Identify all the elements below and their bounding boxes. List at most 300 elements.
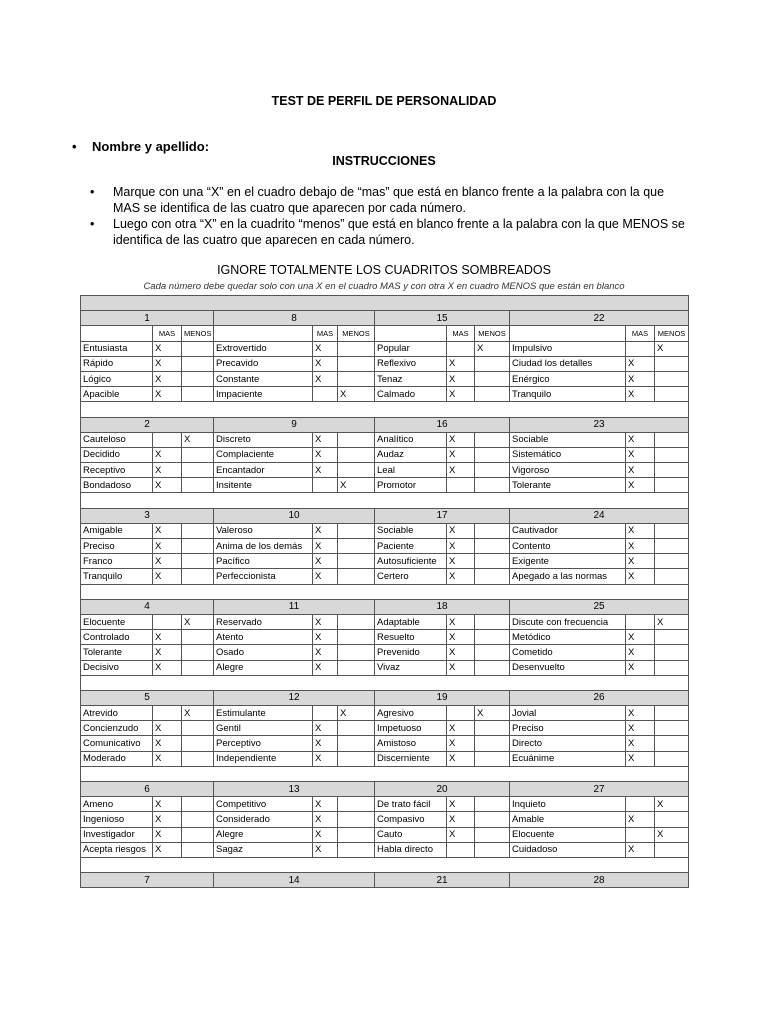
mas-checkbox[interactable] [626, 341, 655, 356]
group-number: 15 [375, 311, 510, 326]
menos-checkbox[interactable] [655, 356, 689, 371]
menos-checkbox[interactable] [338, 341, 375, 356]
mas-checkbox[interactable]: X [626, 478, 655, 493]
menos-checkbox[interactable] [655, 523, 689, 538]
word-cell: Extrovertido [214, 341, 313, 356]
mas-checkbox[interactable]: X [153, 356, 182, 371]
menos-checkbox[interactable] [655, 554, 689, 569]
menos-checkbox[interactable] [182, 827, 214, 842]
group-number: 6 [81, 782, 214, 797]
mas-checkbox[interactable] [626, 614, 655, 629]
group-number-row [81, 311, 689, 326]
word-cell: Encantador [214, 463, 313, 478]
word-cell: Certero [375, 569, 447, 584]
mas-checkbox[interactable]: X [313, 447, 338, 462]
mas-checkbox[interactable]: X [153, 387, 182, 402]
menos-checkbox[interactable] [182, 736, 214, 751]
form-subtitle: Cada número debe quedar solo con una X en el cuadro MAS y con otra X en cuadro MENOS que están en blanco [143, 281, 625, 292]
word-cell: Desenvuelto [510, 660, 626, 675]
mas-checkbox[interactable]: X [313, 630, 338, 645]
mas-checkbox[interactable]: X [447, 432, 475, 447]
menos-checkbox[interactable] [475, 812, 510, 827]
word-cell: Amable [510, 812, 626, 827]
word-cell: Sociable [375, 523, 447, 538]
mas-checkbox[interactable]: X [447, 539, 475, 554]
group-number: 28 [510, 873, 689, 888]
word-cell: Moderado [81, 751, 153, 766]
mas-checkbox[interactable]: X [313, 736, 338, 751]
mas-checkbox[interactable] [447, 341, 475, 356]
mas-checkbox[interactable]: X [447, 827, 475, 842]
mas-checkbox[interactable]: X [626, 645, 655, 660]
menos-checkbox[interactable] [338, 797, 375, 812]
word-row [81, 356, 689, 371]
word-cell: Compasivo [375, 812, 447, 827]
menos-checkbox[interactable] [475, 356, 510, 371]
mas-checkbox[interactable]: X [447, 630, 475, 645]
mas-checkbox[interactable]: X [447, 736, 475, 751]
word-cell: De trato fácil [375, 797, 447, 812]
menos-checkbox[interactable]: X [475, 706, 510, 721]
menos-checkbox[interactable] [475, 630, 510, 645]
mas-header: MAS [313, 326, 338, 341]
mas-checkbox[interactable]: X [626, 432, 655, 447]
menos-checkbox[interactable]: X [655, 341, 689, 356]
menos-checkbox[interactable]: X [182, 706, 214, 721]
mas-checkbox[interactable]: X [153, 630, 182, 645]
mas-checkbox[interactable]: X [153, 447, 182, 462]
mas-checkbox[interactable]: X [626, 523, 655, 538]
mas-checkbox[interactable]: X [313, 432, 338, 447]
blank-spacer-row [81, 766, 689, 781]
mas-checkbox[interactable]: X [447, 371, 475, 386]
menos-checkbox[interactable] [338, 463, 375, 478]
menos-checkbox[interactable]: X [338, 387, 375, 402]
group-number: 1 [81, 311, 214, 326]
word-cell: Lógico [81, 371, 153, 386]
menos-checkbox[interactable] [475, 371, 510, 386]
mas-checkbox[interactable] [313, 478, 338, 493]
menos-checkbox[interactable] [182, 645, 214, 660]
menos-checkbox[interactable]: X [338, 478, 375, 493]
mas-checkbox[interactable]: X [153, 797, 182, 812]
menos-checkbox[interactable] [182, 447, 214, 462]
word-row [81, 827, 689, 842]
group-number: 5 [81, 690, 214, 705]
group-number-row [81, 782, 689, 797]
mas-checkbox[interactable]: X [313, 463, 338, 478]
word-cell: Cautivador [510, 523, 626, 538]
mas-checkbox[interactable] [153, 706, 182, 721]
mas-checkbox[interactable]: X [313, 341, 338, 356]
menos-checkbox[interactable] [182, 569, 214, 584]
word-cell: Inquieto [510, 797, 626, 812]
mas-checkbox[interactable]: X [153, 341, 182, 356]
menos-checkbox[interactable] [655, 371, 689, 386]
menos-checkbox[interactable] [475, 751, 510, 766]
menos-checkbox[interactable]: X [655, 614, 689, 629]
mas-checkbox[interactable]: X [447, 569, 475, 584]
menos-checkbox[interactable] [655, 645, 689, 660]
mas-checkbox[interactable]: X [626, 751, 655, 766]
mas-checkbox[interactable]: X [153, 371, 182, 386]
mas-checkbox[interactable]: X [313, 842, 338, 857]
word-cell: Elocuente [81, 614, 153, 629]
word-cell: Amigable [81, 523, 153, 538]
menos-checkbox[interactable] [182, 478, 214, 493]
word-cell: Ingenioso [81, 812, 153, 827]
mas-checkbox[interactable] [447, 478, 475, 493]
mas-checkbox[interactable]: X [153, 569, 182, 584]
word-row [81, 736, 689, 751]
word-cell: Apegado a las normas [510, 569, 626, 584]
mas-checkbox[interactable]: X [153, 842, 182, 857]
blank-header-cell [375, 326, 447, 341]
word-cell: Insitente [214, 478, 313, 493]
menos-checkbox[interactable] [655, 463, 689, 478]
word-row [81, 554, 689, 569]
menos-checkbox[interactable] [338, 751, 375, 766]
menos-checkbox[interactable] [475, 842, 510, 857]
menos-checkbox[interactable] [182, 539, 214, 554]
menos-checkbox[interactable] [338, 812, 375, 827]
mas-checkbox[interactable]: X [447, 463, 475, 478]
mas-checkbox[interactable]: X [153, 645, 182, 660]
menos-checkbox[interactable] [655, 387, 689, 402]
mas-checkbox[interactable]: X [153, 827, 182, 842]
menos-checkbox[interactable] [655, 630, 689, 645]
group-number: 24 [510, 508, 689, 523]
word-cell: Sagaz [214, 842, 313, 857]
group-number: 9 [214, 417, 375, 432]
menos-checkbox[interactable] [182, 660, 214, 675]
group-number-row [81, 873, 689, 888]
menos-checkbox[interactable] [182, 630, 214, 645]
personality-test-grid [80, 295, 689, 888]
mas-checkbox[interactable]: X [626, 447, 655, 462]
mas-checkbox[interactable]: X [626, 706, 655, 721]
page-title: TEST DE PERFIL DE PERSONALIDAD [271, 94, 497, 108]
menos-checkbox[interactable] [338, 539, 375, 554]
group-number: 23 [510, 417, 689, 432]
word-cell: Tranquilo [81, 569, 153, 584]
word-cell: Reservado [214, 614, 313, 629]
word-cell: Autosuficiente [375, 554, 447, 569]
mas-checkbox[interactable]: X [447, 721, 475, 736]
menos-checkbox[interactable] [655, 539, 689, 554]
menos-checkbox[interactable]: X [182, 432, 214, 447]
menos-checkbox[interactable] [182, 523, 214, 538]
menos-checkbox[interactable] [475, 478, 510, 493]
mas-checkbox[interactable]: X [313, 797, 338, 812]
menos-checkbox[interactable] [338, 842, 375, 857]
mas-checkbox[interactable]: X [313, 751, 338, 766]
menos-checkbox[interactable] [475, 645, 510, 660]
mas-checkbox[interactable] [447, 842, 475, 857]
menos-checkbox[interactable] [338, 356, 375, 371]
word-cell: Impaciente [214, 387, 313, 402]
mas-checkbox[interactable]: X [153, 721, 182, 736]
menos-checkbox[interactable] [655, 478, 689, 493]
menos-checkbox[interactable] [182, 842, 214, 857]
menos-checkbox[interactable] [338, 432, 375, 447]
mas-checkbox[interactable]: X [313, 812, 338, 827]
menos-checkbox[interactable]: X [338, 706, 375, 721]
menos-checkbox[interactable] [182, 463, 214, 478]
instruction-item [90, 216, 688, 248]
menos-checkbox[interactable] [338, 630, 375, 645]
group-number: 8 [214, 311, 375, 326]
word-row [81, 614, 689, 629]
group-number-row [81, 417, 689, 432]
mas-checkbox[interactable]: X [626, 569, 655, 584]
word-cell: Discerniente [375, 751, 447, 766]
word-cell: Cauto [375, 827, 447, 842]
word-cell: Jovial [510, 706, 626, 721]
word-cell: Preciso [510, 721, 626, 736]
menos-checkbox[interactable] [475, 827, 510, 842]
blank-header-cell [214, 326, 313, 341]
mas-checkbox[interactable]: X [447, 554, 475, 569]
group-number: 10 [214, 508, 375, 523]
mas-checkbox[interactable]: X [153, 463, 182, 478]
word-cell: Analítico [375, 432, 447, 447]
word-cell: Contento [510, 539, 626, 554]
word-cell: Impulsivo [510, 341, 626, 356]
mas-checkbox[interactable]: X [626, 660, 655, 675]
mas-checkbox[interactable]: X [447, 356, 475, 371]
mas-checkbox[interactable]: X [447, 751, 475, 766]
mas-checkbox[interactable]: X [626, 842, 655, 857]
menos-checkbox[interactable]: X [475, 341, 510, 356]
word-cell: Receptivo [81, 463, 153, 478]
word-cell: Agresivo [375, 706, 447, 721]
menos-checkbox[interactable] [655, 736, 689, 751]
menos-checkbox[interactable] [475, 797, 510, 812]
word-cell: Resuelto [375, 630, 447, 645]
mas-checkbox[interactable]: X [153, 539, 182, 554]
menos-checkbox[interactable] [475, 736, 510, 751]
mas-checkbox[interactable]: X [447, 645, 475, 660]
menos-checkbox[interactable] [182, 812, 214, 827]
menos-checkbox[interactable] [338, 614, 375, 629]
mas-checkbox[interactable]: X [313, 569, 338, 584]
menos-checkbox[interactable]: X [655, 797, 689, 812]
menos-checkbox[interactable] [182, 356, 214, 371]
word-cell: Competitivo [214, 797, 313, 812]
mas-checkbox[interactable]: X [447, 812, 475, 827]
word-row [81, 797, 689, 812]
menos-checkbox[interactable] [338, 569, 375, 584]
blank-spacer-row [81, 675, 689, 690]
mas-checkbox[interactable]: X [626, 630, 655, 645]
mas-header: MAS [626, 326, 655, 341]
menos-checkbox[interactable] [338, 554, 375, 569]
mas-checkbox[interactable]: X [626, 736, 655, 751]
group-number: 7 [81, 873, 214, 888]
word-cell: Bondadoso [81, 478, 153, 493]
word-cell: Discute con frecuencia [510, 614, 626, 629]
mas-checkbox[interactable]: X [447, 660, 475, 675]
group-number: 22 [510, 311, 689, 326]
word-cell: Tranquilo [510, 387, 626, 402]
menos-checkbox[interactable] [475, 463, 510, 478]
menos-checkbox[interactable]: X [182, 614, 214, 629]
menos-checkbox[interactable] [475, 554, 510, 569]
word-cell: Popular [375, 341, 447, 356]
group-number: 13 [214, 782, 375, 797]
mas-checkbox[interactable]: X [153, 751, 182, 766]
word-cell: Adaptable [375, 614, 447, 629]
mas-checkbox[interactable]: X [313, 721, 338, 736]
menos-checkbox[interactable] [655, 432, 689, 447]
mas-checkbox[interactable]: X [313, 660, 338, 675]
mas-checkbox[interactable]: X [153, 736, 182, 751]
group-number: 3 [81, 508, 214, 523]
mas-checkbox[interactable]: X [626, 371, 655, 386]
menos-header: MENOS [182, 326, 214, 341]
word-cell: Tolerante [510, 478, 626, 493]
column-header-row [81, 326, 689, 341]
menos-checkbox[interactable] [182, 797, 214, 812]
mas-checkbox[interactable]: X [313, 523, 338, 538]
mas-checkbox[interactable]: X [626, 539, 655, 554]
menos-checkbox[interactable] [475, 660, 510, 675]
mas-checkbox[interactable]: X [447, 387, 475, 402]
menos-checkbox[interactable] [182, 387, 214, 402]
menos-checkbox[interactable] [475, 523, 510, 538]
menos-checkbox[interactable] [182, 751, 214, 766]
menos-checkbox[interactable] [655, 447, 689, 462]
menos-checkbox[interactable] [338, 523, 375, 538]
menos-checkbox[interactable] [338, 721, 375, 736]
word-row [81, 706, 689, 721]
menos-checkbox[interactable] [182, 371, 214, 386]
mas-checkbox[interactable] [626, 797, 655, 812]
mas-checkbox[interactable]: X [153, 554, 182, 569]
mas-checkbox[interactable]: X [626, 812, 655, 827]
bullet: • [90, 217, 95, 231]
word-row [81, 432, 689, 447]
name-field-label [72, 139, 210, 154]
mas-checkbox[interactable]: X [626, 721, 655, 736]
mas-checkbox[interactable]: X [447, 614, 475, 629]
blank-spacer-row [81, 584, 689, 599]
mas-checkbox[interactable]: X [153, 812, 182, 827]
menos-checkbox[interactable] [338, 736, 375, 751]
word-row [81, 812, 689, 827]
mas-checkbox[interactable]: X [313, 614, 338, 629]
mas-checkbox[interactable]: X [626, 356, 655, 371]
menos-checkbox[interactable] [182, 721, 214, 736]
word-cell: Impetuoso [375, 721, 447, 736]
mas-checkbox[interactable]: X [153, 478, 182, 493]
mas-checkbox[interactable] [626, 827, 655, 842]
blank-cell [81, 584, 689, 599]
name-label: Nombre y apellido: [92, 139, 210, 154]
word-cell: Ciudad los detalles [510, 356, 626, 371]
menos-checkbox[interactable] [655, 569, 689, 584]
mas-checkbox[interactable]: X [313, 539, 338, 554]
group-number: 26 [510, 690, 689, 705]
word-cell: Cuidadoso [510, 842, 626, 857]
word-cell: Habla directo [375, 842, 447, 857]
mas-checkbox[interactable]: X [447, 797, 475, 812]
mas-checkbox[interactable]: X [447, 523, 475, 538]
mas-checkbox[interactable]: X [153, 523, 182, 538]
menos-checkbox[interactable] [475, 569, 510, 584]
instruction-item [90, 184, 688, 216]
group-number: 18 [375, 599, 510, 614]
word-cell: Calmado [375, 387, 447, 402]
word-row [81, 721, 689, 736]
menos-checkbox[interactable] [338, 645, 375, 660]
menos-checkbox[interactable] [338, 827, 375, 842]
menos-checkbox[interactable] [475, 614, 510, 629]
menos-checkbox[interactable] [475, 432, 510, 447]
mas-checkbox[interactable] [153, 614, 182, 629]
word-row [81, 387, 689, 402]
menos-checkbox[interactable] [655, 660, 689, 675]
mas-checkbox[interactable] [153, 432, 182, 447]
blank-header-cell [510, 326, 626, 341]
word-cell: Amistoso [375, 736, 447, 751]
menos-checkbox[interactable] [475, 721, 510, 736]
mas-checkbox[interactable]: X [313, 371, 338, 386]
menos-checkbox[interactable] [655, 721, 689, 736]
blank-cell [81, 493, 689, 508]
menos-checkbox[interactable] [655, 706, 689, 721]
mas-checkbox[interactable]: X [626, 463, 655, 478]
mas-checkbox[interactable]: X [626, 387, 655, 402]
word-cell: Metódico [510, 630, 626, 645]
word-cell: Apacible [81, 387, 153, 402]
mas-checkbox[interactable]: X [447, 447, 475, 462]
mas-checkbox[interactable]: X [313, 827, 338, 842]
menos-checkbox[interactable] [475, 387, 510, 402]
menos-checkbox[interactable] [655, 842, 689, 857]
menos-checkbox[interactable] [475, 447, 510, 462]
menos-checkbox[interactable] [338, 447, 375, 462]
word-cell: Osado [214, 645, 313, 660]
blank-cell [81, 766, 689, 781]
word-cell: Gentil [214, 721, 313, 736]
mas-checkbox[interactable] [313, 706, 338, 721]
group-number-row [81, 690, 689, 705]
mas-checkbox[interactable] [313, 387, 338, 402]
word-cell: Franco [81, 554, 153, 569]
mas-checkbox[interactable]: X [313, 645, 338, 660]
menos-checkbox[interactable] [475, 539, 510, 554]
mas-checkbox[interactable]: X [626, 554, 655, 569]
menos-checkbox[interactable] [338, 371, 375, 386]
mas-checkbox[interactable]: X [153, 660, 182, 675]
menos-checkbox[interactable] [655, 812, 689, 827]
group-number: 17 [375, 508, 510, 523]
mas-checkbox[interactable] [447, 706, 475, 721]
word-cell: Controlado [81, 630, 153, 645]
menos-checkbox[interactable]: X [655, 827, 689, 842]
word-cell: Considerado [214, 812, 313, 827]
word-cell: Vigoroso [510, 463, 626, 478]
mas-checkbox[interactable]: X [313, 554, 338, 569]
menos-checkbox[interactable] [338, 660, 375, 675]
word-cell: Elocuente [510, 827, 626, 842]
mas-checkbox[interactable]: X [313, 356, 338, 371]
menos-checkbox[interactable] [182, 341, 214, 356]
menos-checkbox[interactable] [655, 751, 689, 766]
menos-checkbox[interactable] [182, 554, 214, 569]
